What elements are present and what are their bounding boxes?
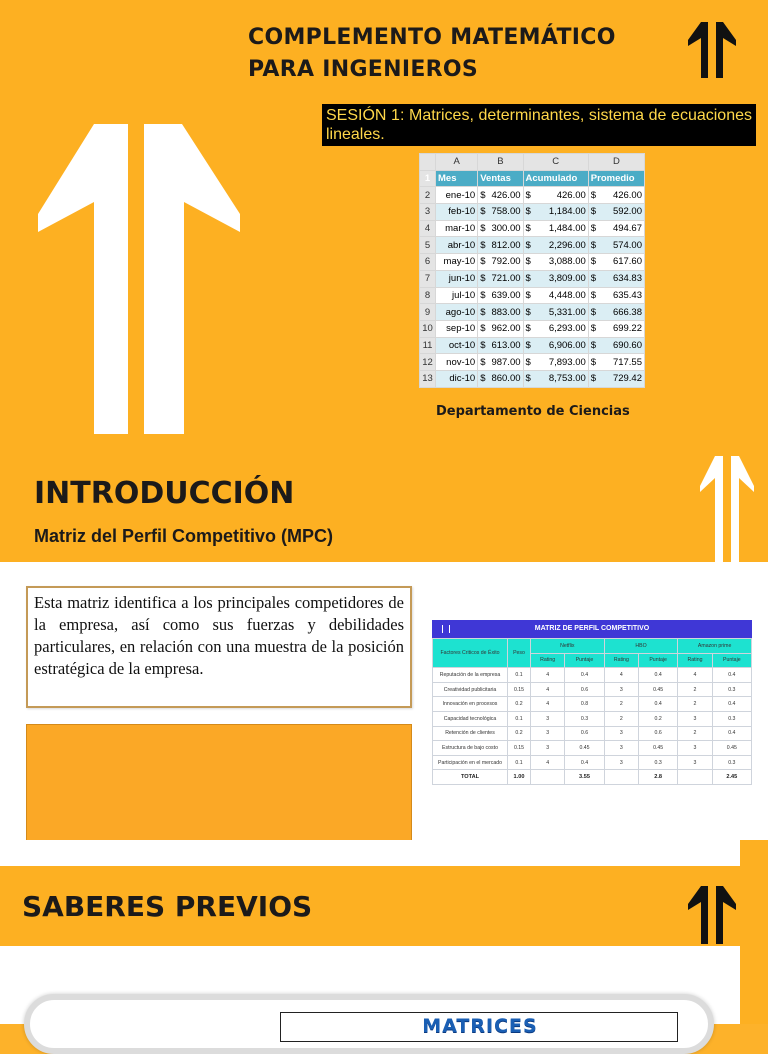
spreadsheet-row-number: 12: [420, 354, 436, 371]
mpc-cell: 0.3: [712, 755, 751, 770]
spreadsheet-value: 690.60: [612, 339, 642, 351]
spreadsheet-value: 3,809.00: [548, 273, 586, 285]
spreadsheet-row: [420, 270, 645, 287]
spreadsheet-value: 812.00: [491, 239, 521, 251]
mpc-puntaje-header: Puntaje: [639, 653, 678, 668]
mpc-cell: 2: [604, 697, 638, 712]
mpc-row: [433, 668, 752, 683]
mpc-cell: 0.4: [565, 668, 604, 683]
spreadsheet-value: 426.00: [556, 189, 586, 201]
spreadsheet-cell-acumulado: $ 7,893.00: [523, 354, 588, 371]
mpc-cell: 3: [531, 711, 565, 726]
mpc-cell: 0.4: [639, 668, 678, 683]
spreadsheet-row: [420, 337, 645, 354]
mpc-cell: 2: [678, 726, 712, 741]
spreadsheet-column-letter: D: [588, 154, 644, 171]
mpc-cell: 0.45: [639, 682, 678, 697]
spreadsheet-header-row: [420, 170, 645, 187]
spreadsheet-column-letter: C: [523, 154, 588, 171]
spreadsheet-value: 5,331.00: [548, 306, 586, 318]
spreadsheet-value: 721.00: [491, 273, 521, 285]
spreadsheet-row-number: 4: [420, 220, 436, 237]
spreadsheet-row-number: 6: [420, 254, 436, 271]
spreadsheet-column-header-row: [420, 154, 645, 171]
mpc-table-title: MATRIZ DE PERFIL COMPETITIVO: [432, 620, 752, 638]
university-logo-small: [688, 22, 736, 78]
mpc-total-value: 2.8: [639, 770, 678, 785]
mpc-cell: 0.6: [565, 726, 604, 741]
spreadsheet-cell-ventas: $ 812.00: [478, 237, 523, 254]
mpc-peso: 0.15: [508, 741, 531, 756]
mpc-total-value: 2.45: [712, 770, 751, 785]
mpc-total-label: TOTAL: [433, 770, 508, 785]
spreadsheet-row-number: 13: [420, 370, 436, 387]
spreadsheet-row-number: 1: [420, 170, 436, 187]
spreadsheet-cell-acumulado: $ 8,753.00: [523, 370, 588, 387]
spreadsheet-row: [420, 304, 645, 321]
mpc-row: [433, 711, 752, 726]
mpc-cell: 0.2: [639, 711, 678, 726]
spreadsheet-corner: [420, 154, 436, 171]
spreadsheet-value: 4,448.00: [548, 289, 586, 301]
spreadsheet-cell-mes: abr-10: [436, 237, 478, 254]
spreadsheet-cell-ventas: $ 883.00: [478, 304, 523, 321]
mpc-factor: Participación en el mercado: [433, 755, 508, 770]
mpc-row: [433, 697, 752, 712]
mpc-cell: [604, 770, 638, 785]
mpc-header-row: [433, 639, 752, 654]
spreadsheet-value: 635.43: [612, 289, 642, 301]
spreadsheet-row: [420, 370, 645, 387]
mpc-cell: [678, 770, 712, 785]
mpc-cell: 3: [604, 741, 638, 756]
mpc-cell: 0.45: [565, 741, 604, 756]
mpc-cell: 0.3: [565, 711, 604, 726]
mpc-total-value: 3.55: [565, 770, 604, 785]
mpc-cell: 0.8: [565, 697, 604, 712]
spreadsheet-row: [420, 187, 645, 204]
prior-knowledge-slide: [0, 840, 768, 1037]
spreadsheet-value: 666.38: [612, 306, 642, 318]
spreadsheet-cell-acumulado: $ 1,484.00: [523, 220, 588, 237]
spreadsheet-cell-mes: may-10: [436, 254, 478, 271]
mpc-row: [433, 682, 752, 697]
mpc-table: [432, 638, 752, 785]
mpc-competitor-header: HBO: [604, 639, 678, 654]
spreadsheet-value: 639.00: [491, 289, 521, 301]
mpc-peso: 0.2: [508, 697, 531, 712]
mpc-cell: 2: [678, 697, 712, 712]
spreadsheet-row: [420, 204, 645, 221]
spreadsheet-cell-promedio: $ 592.00: [588, 204, 644, 221]
university-logo-small-dark: [688, 886, 736, 944]
spreadsheet-cell-acumulado: $ 5,331.00: [523, 304, 588, 321]
spreadsheet-value: 729.42: [612, 373, 642, 385]
spreadsheet-row-number: 8: [420, 287, 436, 304]
mpc-competitor-header: Amazon prime: [678, 639, 752, 654]
spreadsheet-cell-mes: mar-10: [436, 220, 478, 237]
spreadsheet-value: 1,484.00: [548, 223, 586, 235]
spreadsheet-row: [420, 254, 645, 271]
spreadsheet-row-number: 3: [420, 204, 436, 221]
spreadsheet-row: [420, 237, 645, 254]
mpc-cell: 2: [604, 711, 638, 726]
mpc-cell: 0.45: [639, 741, 678, 756]
spreadsheet-cell-promedio: $ 635.43: [588, 287, 644, 304]
spreadsheet-body: [420, 170, 645, 387]
spreadsheet-value: 883.00: [491, 306, 521, 318]
mpc-cell: 3: [604, 726, 638, 741]
spreadsheet-cell-mes: sep-10: [436, 320, 478, 337]
prior-knowledge-title: SABERES PREVIOS: [22, 890, 313, 923]
mpc-row: [433, 755, 752, 770]
spreadsheet-cell-ventas: $ 300.00: [478, 220, 523, 237]
spreadsheet-header-cell: Ventas: [478, 170, 523, 187]
spreadsheet-value: 7,893.00: [548, 356, 586, 368]
mpc-cell: 3: [531, 726, 565, 741]
mpc-factor: Creatividad publicitaria: [433, 682, 508, 697]
spreadsheet-row-number: 10: [420, 320, 436, 337]
spreadsheet-value: 300.00: [491, 223, 521, 235]
mpc-cell: 3: [604, 682, 638, 697]
spreadsheet-value: 2,296.00: [548, 239, 586, 251]
course-title-line1: COMPLEMENTO MATEMÁTICO: [248, 25, 616, 50]
spreadsheet-value: 426.00: [612, 189, 642, 201]
spreadsheet-cell-ventas: $ 962.00: [478, 320, 523, 337]
mpc-cell: 2: [678, 682, 712, 697]
mpc-peso: 0.1: [508, 668, 531, 683]
mpc-factor: Retención de clientes: [433, 726, 508, 741]
spreadsheet-header-cell: Acumulado: [523, 170, 588, 187]
spreadsheet-cell-mes: jun-10: [436, 270, 478, 287]
spreadsheet-cell-ventas: $ 792.00: [478, 254, 523, 271]
mpc-body: [433, 668, 752, 770]
mpc-cell: 4: [531, 755, 565, 770]
mpc-cell: 0.3: [639, 755, 678, 770]
matrices-title: MATRICES: [422, 1015, 538, 1037]
spreadsheet-cell-promedio: $ 690.60: [588, 337, 644, 354]
mpc-rating-header: Rating: [531, 653, 565, 668]
spreadsheet-cell-ventas: $ 613.00: [478, 337, 523, 354]
mpc-factor: Innovación en procesos: [433, 697, 508, 712]
spreadsheet-cell-promedio: $ 717.55: [588, 354, 644, 371]
spreadsheet-header-cell: Promedio: [588, 170, 644, 187]
prior-knowledge-side-band: [740, 840, 768, 1024]
spreadsheet-cell-acumulado: $ 6,906.00: [523, 337, 588, 354]
mpc-row: [433, 726, 752, 741]
spreadsheet-value: 6,906.00: [548, 339, 586, 351]
mpc-peso-header: Peso: [508, 639, 531, 668]
session-banner: SESIÓN 1: Matrices, determinantes, sistema de ecuaciones lineales.: [322, 104, 756, 146]
mpc-cell: 0.3: [712, 682, 751, 697]
spreadsheet-value: 613.00: [491, 339, 521, 351]
introduction-subtitle: Matriz del Perfil Competitivo (MPC): [34, 526, 334, 546]
mpc-cell: 0.6: [639, 726, 678, 741]
spreadsheet-cell-promedio: $ 666.38: [588, 304, 644, 321]
spreadsheet-cell-ventas: $ 860.00: [478, 370, 523, 387]
course-title-line2: PARA INGENIEROS: [248, 57, 479, 82]
spreadsheet-value: 634.83: [612, 273, 642, 285]
mpc-cell: 0.45: [712, 741, 751, 756]
spreadsheet-value: 962.00: [491, 323, 521, 335]
mpc-row: [433, 741, 752, 756]
mpc-table-image: [432, 620, 752, 792]
spreadsheet-row-number: 7: [420, 270, 436, 287]
spreadsheet-cell-ventas: $ 758.00: [478, 204, 523, 221]
spreadsheet-cell-acumulado: $ 3,809.00: [523, 270, 588, 287]
mpc-peso: 0.1: [508, 755, 531, 770]
spreadsheet-cell-promedio: $ 699.22: [588, 320, 644, 337]
mpc-total-peso: 1.00: [508, 770, 531, 785]
spreadsheet-row: [420, 220, 645, 237]
spreadsheet-cell-promedio: $ 426.00: [588, 187, 644, 204]
matrices-title-box: [280, 1012, 678, 1042]
cover-slide: [0, 0, 768, 456]
spreadsheet-value: 592.00: [612, 206, 642, 218]
course-title: [248, 22, 668, 86]
university-logo-white: [700, 456, 754, 566]
spreadsheet-row: [420, 287, 645, 304]
mpc-cell: 4: [678, 668, 712, 683]
introduction-slide: [0, 456, 768, 840]
spreadsheet-cell-ventas: $ 987.00: [478, 354, 523, 371]
spreadsheet-value: 8,753.00: [548, 373, 586, 385]
spreadsheet-header-cell: Mes: [436, 170, 478, 187]
spreadsheet-value: 1,184.00: [548, 206, 586, 218]
mpc-factor: Capacidad tecnológica: [433, 711, 508, 726]
mpc-cell: 4: [531, 668, 565, 683]
university-logo-large: [36, 122, 242, 434]
mpc-logo-icon: [442, 625, 450, 633]
department-label: Departamento de Ciencias: [436, 404, 630, 419]
mpc-cell: 0.4: [712, 668, 751, 683]
mpc-peso: 0.15: [508, 682, 531, 697]
spreadsheet-cell-promedio: $ 617.60: [588, 254, 644, 271]
mpc-peso: 0.2: [508, 726, 531, 741]
mpc-cell: 0.4: [565, 755, 604, 770]
spreadsheet-cell-acumulado: $ 1,184.00: [523, 204, 588, 221]
spreadsheet-value: 717.55: [612, 356, 642, 368]
spreadsheet-row: [420, 354, 645, 371]
spreadsheet-cell-promedio: $ 634.83: [588, 270, 644, 287]
spreadsheet-cell-ventas: $ 426.00: [478, 187, 523, 204]
spreadsheet-value: 574.00: [612, 239, 642, 251]
spreadsheet-cell-mes: dic-10: [436, 370, 478, 387]
spreadsheet-cell-mes: jul-10: [436, 287, 478, 304]
spreadsheet-value: 792.00: [491, 256, 521, 268]
spreadsheet-value: 6,293.00: [548, 323, 586, 335]
spreadsheet-cell-mes: ago-10: [436, 304, 478, 321]
spreadsheet-row-number: 9: [420, 304, 436, 321]
mpc-cell: 0.4: [712, 697, 751, 712]
spreadsheet-value: 860.00: [491, 373, 521, 385]
spreadsheet-cell-mes: ene-10: [436, 187, 478, 204]
mpc-cell: 3: [531, 741, 565, 756]
spreadsheet-value: 758.00: [491, 206, 521, 218]
spreadsheet-cell-mes: oct-10: [436, 337, 478, 354]
spreadsheet-cell-acumulado: $ 6,293.00: [523, 320, 588, 337]
mpc-cell: 0.4: [639, 697, 678, 712]
spreadsheet-value: 617.60: [612, 256, 642, 268]
mpc-cell: 0.6: [565, 682, 604, 697]
spreadsheet-cell-acumulado: $ 426.00: [523, 187, 588, 204]
mpc-factor: Estructura de bajo costo: [433, 741, 508, 756]
spreadsheet-row-number: 5: [420, 237, 436, 254]
mpc-description-box: Esta matriz identifica a los principales competidores de la empresa, así como sus fuerzas y debilidades particulares, en relación con una muestra de la posición estratégica de la empresa.: [26, 586, 412, 708]
spreadsheet-cell-promedio: $ 729.42: [588, 370, 644, 387]
mpc-cell: [531, 770, 565, 785]
mpc-cell: 3: [678, 741, 712, 756]
mpc-puntaje-header: Puntaje: [565, 653, 604, 668]
spreadsheet-cell-acumulado: $ 4,448.00: [523, 287, 588, 304]
orange-placeholder-box: [26, 724, 412, 850]
mpc-competitor-header: Netflix: [531, 639, 605, 654]
spreadsheet-cell-acumulado: $ 2,296.00: [523, 237, 588, 254]
mpc-factor-header: Factores Criticos de Éxito: [433, 639, 508, 668]
mpc-peso: 0.1: [508, 711, 531, 726]
mpc-rating-header: Rating: [678, 653, 712, 668]
spreadsheet-cell-ventas: $ 721.00: [478, 270, 523, 287]
mpc-total-row: [433, 770, 752, 785]
spreadsheet-value: 426.00: [491, 189, 521, 201]
mpc-factor: Reputación de la empresa: [433, 668, 508, 683]
spreadsheet-column-letter: A: [436, 154, 478, 171]
mpc-cell: 0.4: [712, 726, 751, 741]
spreadsheet-value: 699.22: [612, 323, 642, 335]
spreadsheet-table: [419, 153, 645, 388]
spreadsheet-cell-mes: nov-10: [436, 354, 478, 371]
mpc-cell: 3: [678, 755, 712, 770]
introduction-title: INTRODUCCIÓN: [34, 476, 295, 511]
mpc-rating-header: Rating: [604, 653, 638, 668]
spreadsheet-cell-acumulado: $ 3,088.00: [523, 254, 588, 271]
spreadsheet-value: 3,088.00: [548, 256, 586, 268]
mpc-cell: 4: [604, 668, 638, 683]
mpc-cell: 4: [531, 697, 565, 712]
mpc-cell: 0.3: [712, 711, 751, 726]
spreadsheet-row-number: 2: [420, 187, 436, 204]
mpc-cell: 3: [604, 755, 638, 770]
spreadsheet-row-number: 11: [420, 337, 436, 354]
spreadsheet-value: 494.67: [612, 223, 642, 235]
spreadsheet-cell-promedio: $ 494.67: [588, 220, 644, 237]
mpc-cell: 4: [531, 682, 565, 697]
spreadsheet-column-letter: B: [478, 154, 523, 171]
spreadsheet-value: 987.00: [491, 356, 521, 368]
mpc-puntaje-header: Puntaje: [712, 653, 751, 668]
spreadsheet-cell-promedio: $ 574.00: [588, 237, 644, 254]
spreadsheet-cell-mes: feb-10: [436, 204, 478, 221]
mpc-cell: 3: [678, 711, 712, 726]
spreadsheet-row: [420, 320, 645, 337]
spreadsheet-cell-ventas: $ 639.00: [478, 287, 523, 304]
